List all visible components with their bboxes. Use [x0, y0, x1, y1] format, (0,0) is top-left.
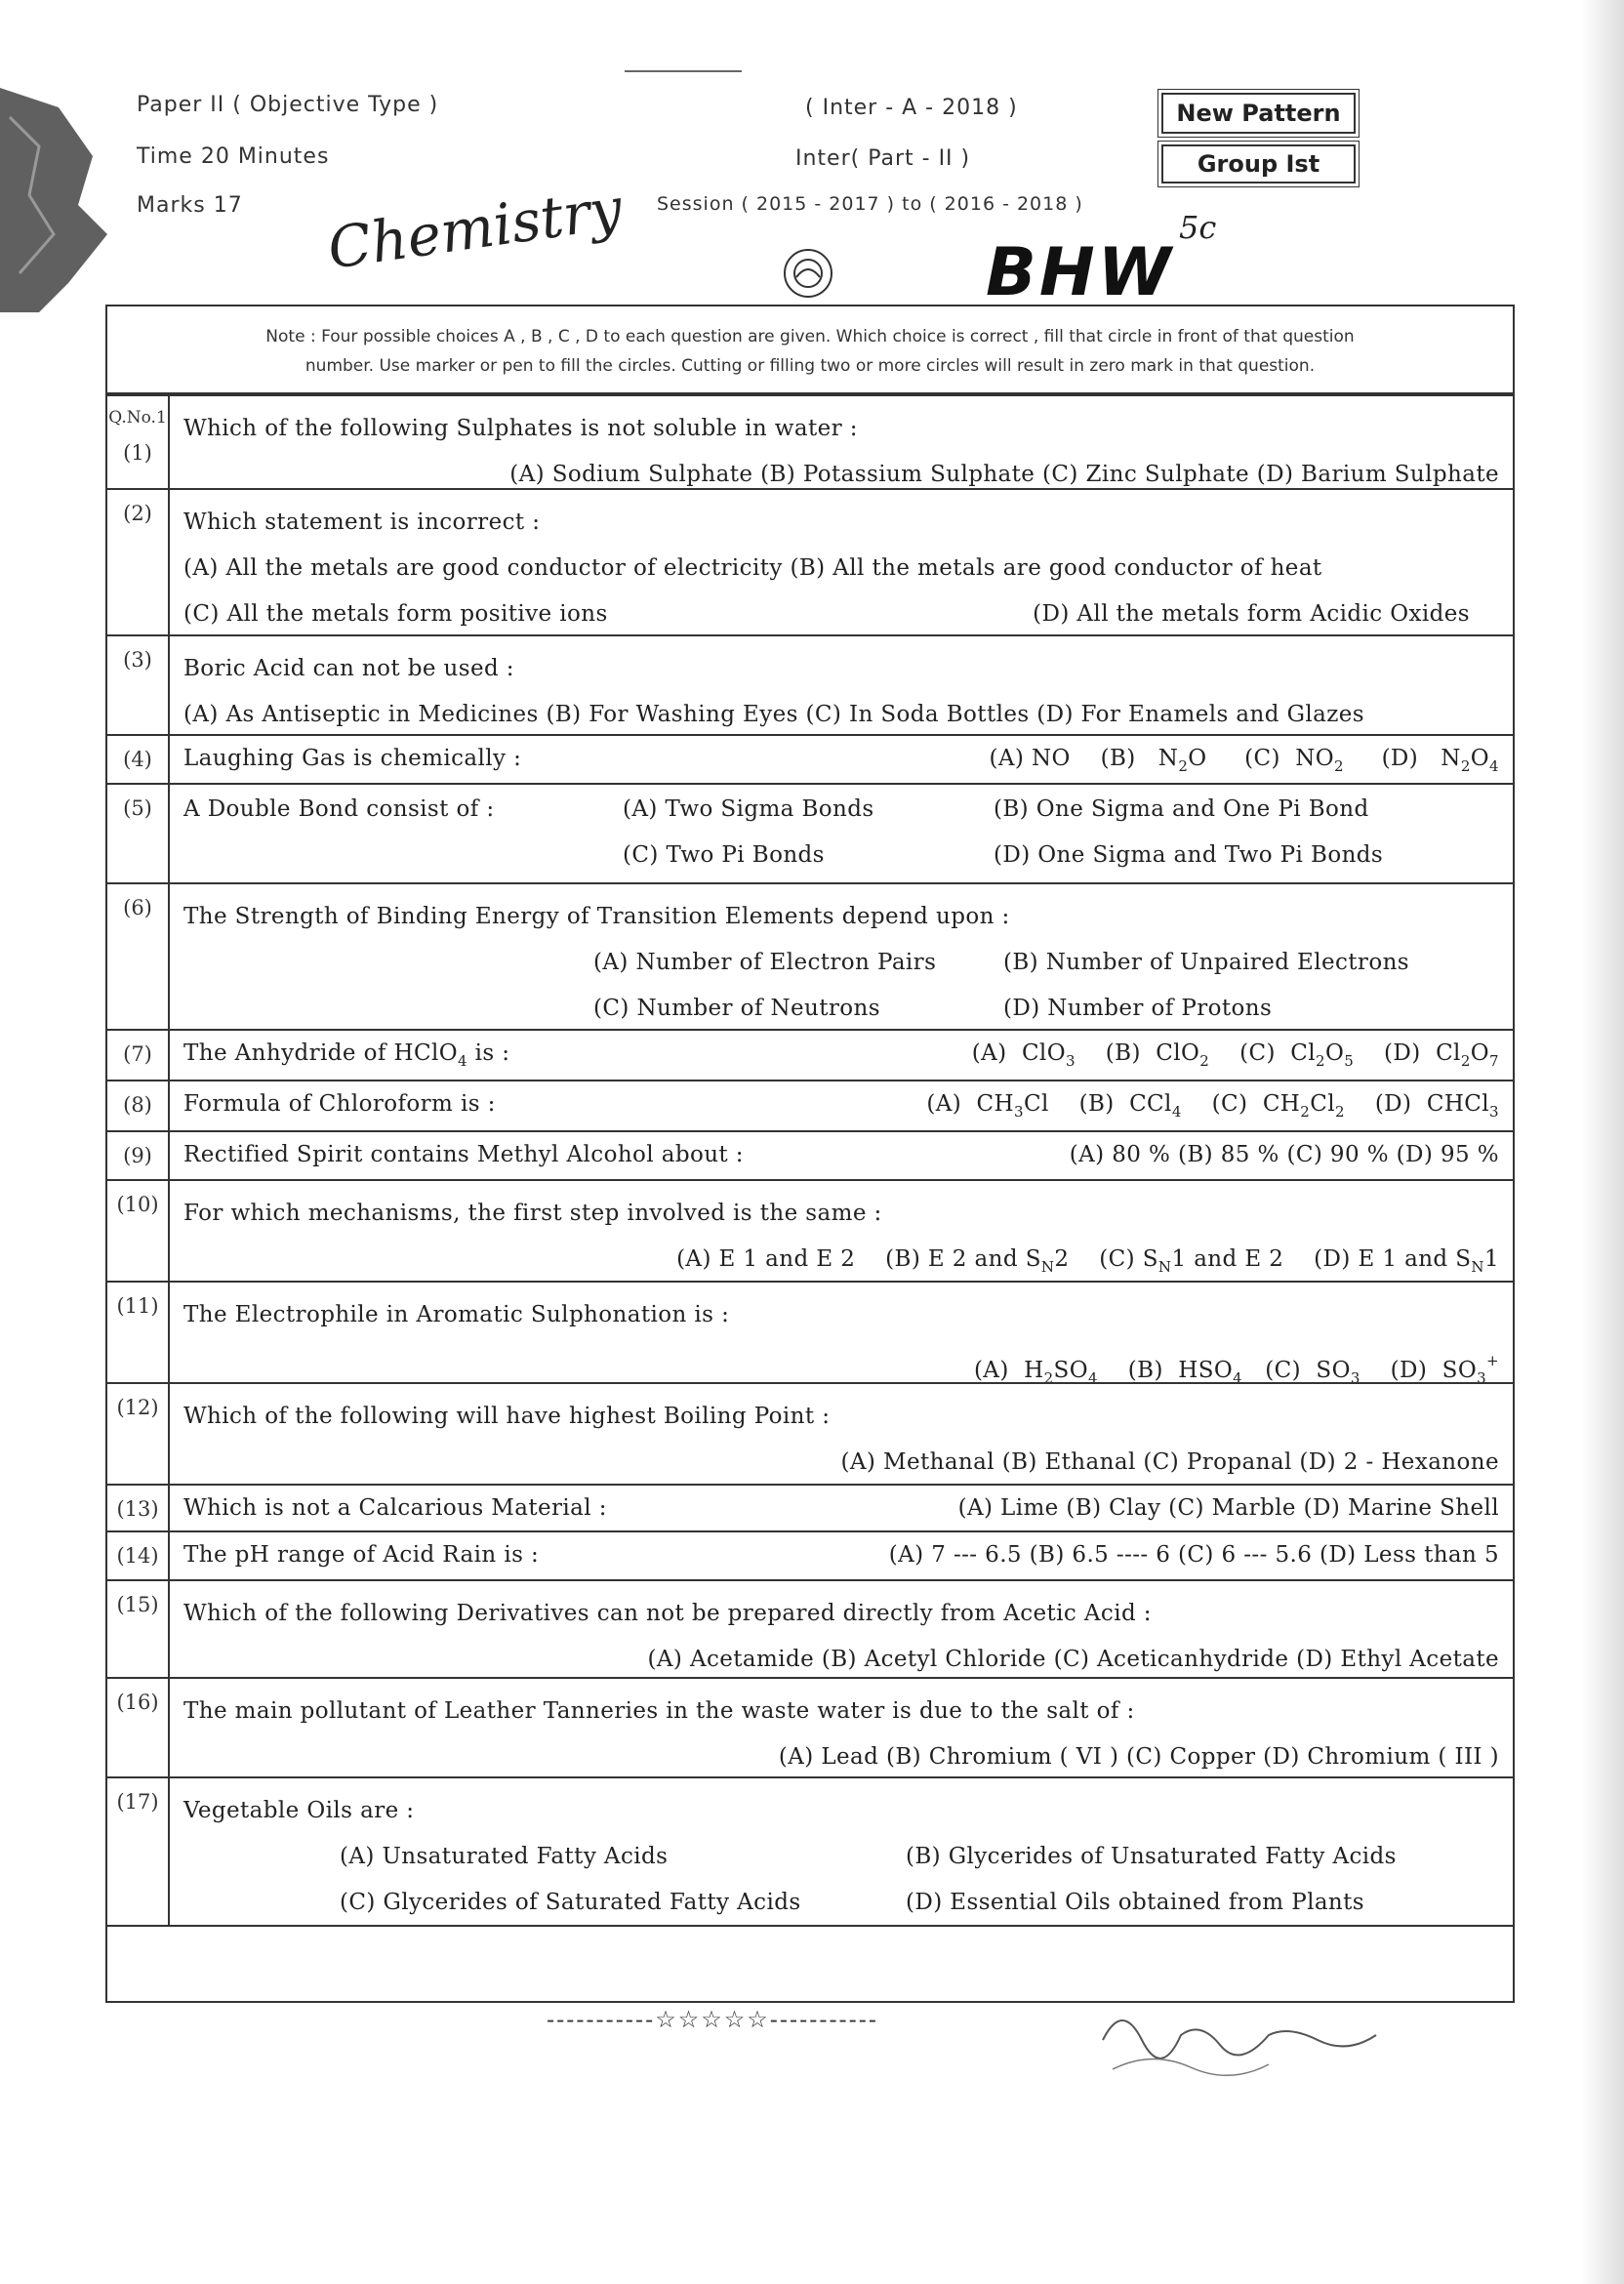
question-stem: Boric Acid can not be used :: [183, 656, 514, 681]
question-number: (9): [107, 1132, 170, 1179]
question-row: [107, 1530, 1513, 1579]
board-seal-icon: [779, 244, 837, 303]
question-stem: For which mechanisms, the first step involved is the same :: [183, 1201, 882, 1226]
question-row: [107, 1382, 1513, 1484]
new-pattern-box: New Pattern: [1161, 93, 1356, 134]
option-d: (D) All the metals form Acidic Oxides: [1033, 601, 1470, 627]
option-c: (C): [1244, 746, 1280, 771]
option-c: (C): [1239, 1040, 1276, 1066]
question-stem: Which of the following Derivatives can not be prepared directly from Acetic Acid :: [183, 1601, 1152, 1626]
question-row: (10) For which mechanisms, the first step involved is the same : (A) E 1 and E 2 (B) E 2 and $S_N2$ (C) $S_N1$ and E 2 (D) E 1 and $S_N1$: [107, 1179, 1513, 1281]
option-c: (C) Glycerides of Saturated Fatty Acids: [340, 1890, 801, 1915]
question-number: (17): [107, 1778, 170, 1925]
option-a: (A) Unsaturated Fatty Acids: [340, 1844, 669, 1869]
option-a: (A) E 1 and E 2: [676, 1246, 856, 1272]
option-b: (B): [1105, 1040, 1141, 1066]
question-number: (11): [107, 1283, 170, 1382]
question-row: (8) Formula of Chloroform is : (A) $CH_3Cl$ (B) CCl$_4$ (C) $CH_2Cl_2$ (D) CHCl$_3$: [107, 1080, 1513, 1130]
question-row: [107, 394, 1513, 488]
question-stem: The Anhydride of HClO: [183, 1040, 458, 1066]
question-number: (8): [107, 1081, 170, 1130]
signature-scribble: [1093, 1991, 1386, 2089]
question-stem: The pH range of Acid Rain is :: [183, 1542, 540, 1568]
question-number: (13): [107, 1486, 170, 1530]
question-row: [107, 1579, 1513, 1677]
question-row: (4) Laughing Gas is chemically : (A) NO (B) $N_2O$ (C) $NO_2$ (D) $N_2O_4$: [107, 734, 1513, 783]
option-a: (A): [973, 1358, 1009, 1383]
question-options: (A) 80 % (B) 85 % (C) 90 % (D) 95 %: [1069, 1142, 1499, 1167]
question-row: [107, 882, 1513, 1029]
option-b: (B): [1100, 746, 1136, 771]
option-d: (D) E 1 and: [1314, 1246, 1448, 1272]
option-d: (D): [1384, 1040, 1421, 1066]
question-number: (2): [107, 490, 170, 634]
option-d: (D): [1390, 1358, 1428, 1383]
question-row: (7) The Anhydride of HClO$_4$ is : (A) ClO$_3$ (B) ClO$_2$ (C) $Cl_2O_5$ (D) $Cl_2O_7$: [107, 1029, 1513, 1080]
option-c: (C) Number of Neutrons: [593, 996, 880, 1021]
option-a: (A) Two Sigma Bonds: [623, 796, 874, 822]
option-b: (B): [1127, 1358, 1163, 1383]
question-stem: The Strength of Binding Energy of Transition Elements depend upon :: [183, 904, 1010, 929]
top-rule: [625, 70, 742, 72]
option-b: (B) E 2 and: [885, 1246, 1018, 1272]
option-d: (D) Essential Oils obtained from Plants: [906, 1890, 1364, 1915]
question-number: (16): [107, 1679, 170, 1776]
note-line-2: number. Use marker or pen to fill the circles. Cutting or filling two or more circles will result in zero mark in that question.: [304, 356, 1316, 376]
question-row: [107, 1130, 1513, 1179]
footer-row: [107, 1925, 1513, 2001]
question-options: (A) 7 --- 6.5 (B) 6.5 ---- 6 (C) 6 --- 5.6 (D) Less than 5: [888, 1542, 1499, 1568]
option-a: (A) Number of Electron Pairs: [593, 950, 937, 975]
question-options: (A) Lime (B) Clay (C) Marble (D) Marine Shell: [957, 1495, 1499, 1521]
part-label: Inter( Part - II ): [795, 146, 971, 171]
option-d: (D): [1381, 746, 1419, 771]
question-options: (A) Methanal (B) Ethanal (C) Propanal (D) 2 - Hexanone: [840, 1449, 1499, 1475]
qno-label: Q.No.1: [108, 408, 167, 428]
page-edge-shadow: [1581, 0, 1624, 2284]
question-row: [107, 1677, 1513, 1776]
question-stem: Which of the following Sulphates is not soluble in water :: [183, 416, 858, 441]
question-options: (A) Acetamide (B) Acetyl Chloride (C) Aceticanhydride (D) Ethyl Acetate: [647, 1647, 1499, 1672]
question-number: (15): [107, 1581, 170, 1677]
question-stem: Which is not a Calcarious Material :: [183, 1495, 607, 1521]
option-c: (C): [1265, 1358, 1301, 1383]
group-box: Group Ist: [1161, 144, 1356, 184]
marks-label: Marks 17: [137, 193, 243, 218]
option-a: (A) NO: [989, 746, 1071, 771]
question-stem: A Double Bond consist of :: [183, 796, 495, 822]
question-row: [107, 783, 1513, 882]
handwritten-board: BHW: [986, 234, 1174, 311]
question-stem: The Electrophile in Aromatic Sulphonation is :: [183, 1302, 730, 1327]
question-options: (A) Lead (B) Chromium ( VI ) (C) Copper (D) Chromium ( III ): [778, 1744, 1499, 1770]
question-stem: Rectified Spirit contains Methyl Alcohol about :: [183, 1142, 744, 1167]
question-stem: Which of the following will have highest Boiling Point :: [183, 1404, 831, 1429]
question-row: (11) The Electrophile in Aromatic Sulphonation is : (A) $H_2SO_4$ (B) $HSO_4$ (C) $SO_3$ (D) $SO_3^+$: [107, 1281, 1513, 1382]
question-row: [107, 488, 1513, 634]
option-c: (C) All the metals form positive ions: [183, 601, 608, 627]
option-d: (D) Number of Protons: [1003, 996, 1273, 1021]
handwritten-mark: 5c: [1179, 209, 1217, 246]
option-d: (D) One Sigma and Two Pi Bonds: [994, 842, 1384, 868]
question-stem: Which statement is incorrect :: [183, 510, 541, 535]
question-number: (6): [107, 884, 170, 1029]
question-stem: Vegetable Oils are :: [183, 1798, 415, 1823]
question-options: (A) Sodium Sulphate (B) Potassium Sulphate (C) Zinc Sulphate (D) Barium Sulphate: [509, 462, 1499, 487]
question-row: [107, 634, 1513, 734]
instructions-note: [105, 305, 1515, 394]
option-b: (B) Glycerides of Unsaturated Fatty Acids: [906, 1844, 1397, 1869]
question-row: [107, 1484, 1513, 1530]
exam-label: ( Inter - A - 2018 ): [805, 96, 1018, 120]
option-b: (B) Number of Unpaired Electrons: [1003, 950, 1409, 975]
question-number: (7): [107, 1031, 170, 1080]
time-label: Time 20 Minutes: [137, 144, 330, 169]
question-options: (A) As Antiseptic in Medicines (B) For Washing Eyes (C) In Soda Bottles (D) For Enamels and Glazes: [183, 702, 1364, 727]
note-line-1: Note : Four possible choices A , B , C , D to each question are given. Which choice is correct , fill that circle in front of that question: [265, 327, 1355, 347]
torn-corner: [0, 88, 112, 312]
handwritten-subject: Chemistry: [323, 175, 627, 282]
question-stem: The main pollutant of Leather Tanneries in the waste water is due to the salt of :: [183, 1698, 1135, 1724]
session-label: Session ( 2015 - 2017 ) to ( 2016 - 2018 ): [657, 193, 1083, 215]
option-c: (C): [1099, 1246, 1136, 1272]
option-b: (B): [1078, 1091, 1115, 1117]
question-number: (5): [107, 785, 170, 882]
question-number: Q.No.1 (1): [107, 396, 170, 488]
option-a: (A): [926, 1091, 962, 1117]
question-option-line: (A) All the metals are good conductor of electricity (B) All the metals are good conductor of heat: [183, 555, 1322, 581]
question-row: [107, 1776, 1513, 1925]
question-number: (10): [107, 1181, 170, 1281]
end-stars: -----------☆☆☆☆☆-----------: [547, 2006, 878, 2033]
option-c: (C): [1211, 1091, 1248, 1117]
question-number: (12): [107, 1384, 170, 1484]
option-d: (D): [1374, 1091, 1412, 1117]
question-number: (4): [107, 736, 170, 783]
question-stem: Laughing Gas is chemically :: [183, 746, 522, 771]
option-b: (B) One Sigma and One Pi Bond: [994, 796, 1369, 822]
paper-label: Paper II ( Objective Type ): [137, 93, 439, 117]
option-a: (A): [971, 1040, 1007, 1066]
question-table: [105, 394, 1515, 2003]
option-c: (C) Two Pi Bonds: [623, 842, 825, 868]
question-number: (14): [107, 1532, 170, 1579]
question-number: (3): [107, 636, 170, 734]
question-stem: Formula of Chloroform is :: [183, 1091, 496, 1117]
